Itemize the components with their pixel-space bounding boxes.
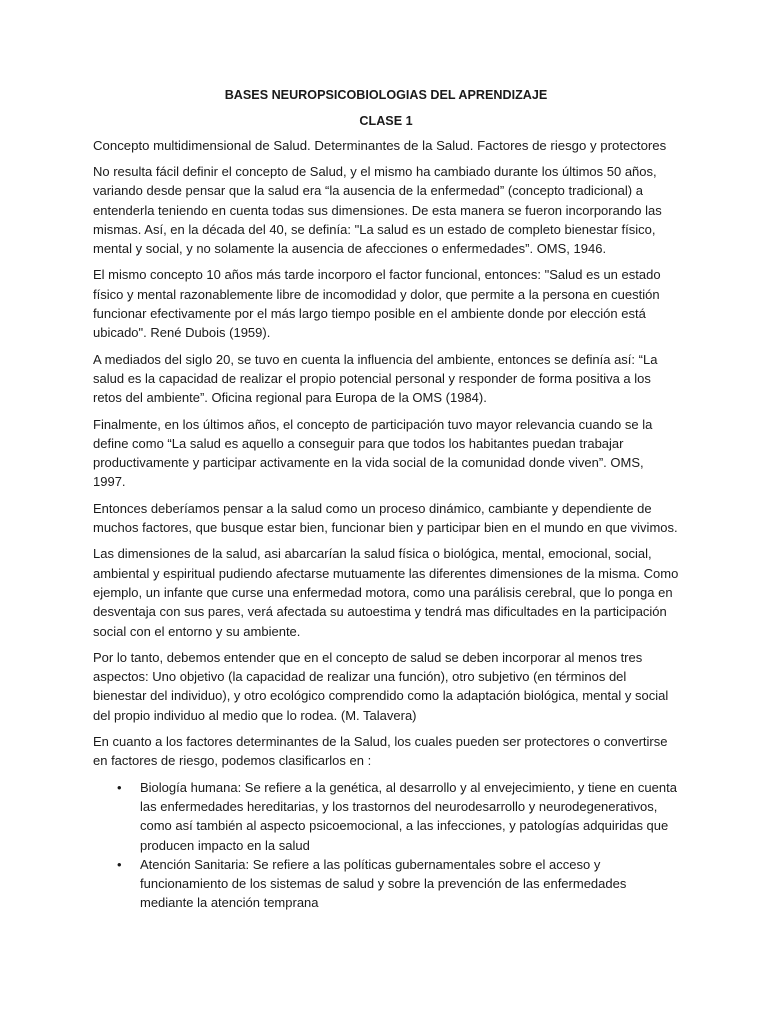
paragraph-1: No resulta fácil definir el concepto de Salud, y el mismo ha cambiado durante los últimos 50 años, variando desde pensar que la salud era “la ausencia de la enfermedad” (concepto tradicional) a entenderla teniendo en cuenta todas sus dimensiones. De esta manera se fueron incorporando las mismas. Así, en la década del 40, se definía: "La salud es un estado de completo bienestar físico, mental y social, y no solamente la ausencia de afecciones o enfermedades”. OMS, 1946. [93, 164, 662, 257]
paragraph-3: A mediados del siglo 20, se tuvo en cuenta la influencia del ambiente, entonces se definía así: “La salud es la capacidad de realizar el propio potencial personal y responder de forma positiva a los retos del ambiente”. Oficina regional para Europa de la OMS (1984). [93, 351, 658, 406]
bullet-icon: • [117, 779, 122, 795]
paragraph-7: Por lo tanto, debemos entender que en el concepto de salud se deben incorporar al menos tres aspectos: Uno objetivo (la capacidad de realizar una función), otro subjetivo (en términos del bienestar del individuo), y otro ecológico comprendido como la adaptación biológica, mental y social del propio individuo al medio que lo rodea. (M. Talavera) [93, 649, 669, 723]
paragraph-6: Las dimensiones de la salud, asi abarcarían la salud física o biológica, mental, emocional, social, ambiental y espiritual pudiendo afectarse mutuamente las diferentes dimensiones de la misma. Como ejemplo, un infante que curse una enfermedad motora, como una parálisis cerebral, que lo ponga en desventaja con sus pares, verá afectada su autoestima y tendrá mas dificultades en la participación social con el entorno y su ambiente. [93, 546, 679, 639]
list-item-text: Atención Sanitaria: Se refiere a las políticas gubernamentales sobre el acceso y funcionamiento de los sistemas de salud y sobre la prevención de las enfermedades mediante la atención temprana [140, 856, 627, 911]
list-item [93, 855, 679, 913]
list-item-text: Biología humana: Se refiere a la genética, al desarrollo y al envejecimiento, y tiene en cuenta las enfermedades hereditarias, y los trastornos del neurodesarrollo y neurodegenerativos, como así también al aspecto psicoemocional, a las infecciones, y patologías adquiridas que producen impacto en la salud [140, 779, 677, 853]
document-page [93, 86, 679, 913]
paragraph-5: Entonces deberíamos pensar a la salud como un proceso dinámico, cambiante y dependiente de muchos factores, que busque estar bien, funcionar bien y participar bien en el mundo en que vivimos. [93, 500, 678, 536]
paragraph-2: El mismo concepto 10 años más tarde incorporo el factor funcional, entonces: "Salud es un estado físico y mental razonablemente libre de incomodidad y dolor, que permite a la persona en cuestión funcionar efectivamente por el más largo tiempo posible en el ambiente donde por elección está ubicado". René Dubois (1959). [93, 267, 661, 341]
document-title: BASES NEUROPSICOBIOLOGIAS DEL APRENDIZAJE [224, 88, 548, 102]
paragraph-8: En cuanto a los factores determinantes de la Salud, los cuales pueden ser protectores o convertirse en factores de riesgo, podemos clasificarlos en : [93, 734, 668, 769]
class-label: CLASE 1 [359, 114, 413, 128]
determinants-list [93, 778, 679, 913]
bullet-icon: • [117, 856, 122, 872]
list-item [93, 778, 679, 855]
document-subtitle: Concepto multidimensional de Salud. Determinantes de la Salud. Factores de riesgo y protectores [93, 138, 667, 153]
paragraph-4: Finalmente, en los últimos años, el concepto de participación tuvo mayor relevancia cuando se la define como “La salud es aquello a conseguir para que todos los habitantes puedan trabajar productivamente y participar activamente en la vida social de la comunidad donde viven”. OMS, 1997. [93, 416, 653, 490]
